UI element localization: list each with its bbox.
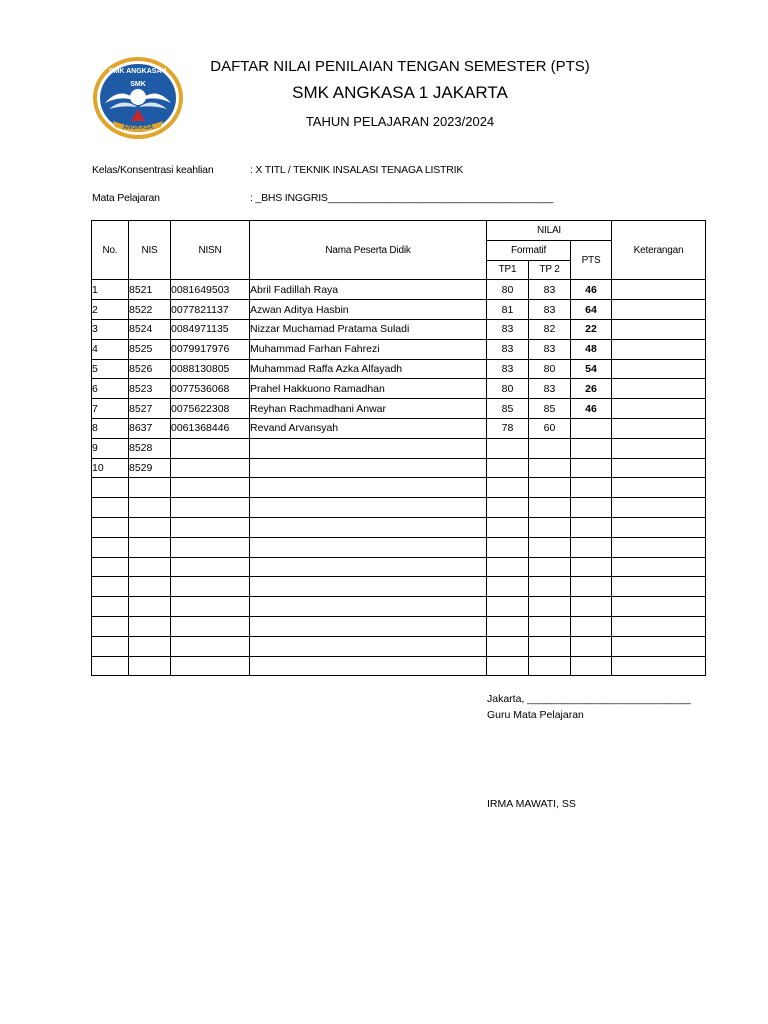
cell-no: 2 bbox=[92, 300, 129, 320]
subject-value: : _BHS INGGRIS________________________________________ bbox=[250, 192, 554, 204]
cell-pts bbox=[571, 616, 612, 636]
class-label: Kelas/Konsentrasi keahlian bbox=[92, 164, 214, 176]
table-row bbox=[92, 616, 706, 636]
cell-keterangan bbox=[612, 636, 706, 656]
cell-tp1: 85 bbox=[487, 399, 529, 419]
cell-pts bbox=[571, 458, 612, 478]
cell-pts: 22 bbox=[571, 319, 612, 339]
table-row bbox=[92, 280, 706, 300]
cell-nisn bbox=[171, 557, 250, 577]
cell-tp1: 83 bbox=[487, 339, 529, 359]
table-row bbox=[92, 359, 706, 379]
cell-nis bbox=[129, 517, 171, 537]
cell-nisn bbox=[171, 656, 250, 676]
cell-tp1: 83 bbox=[487, 359, 529, 379]
cell-keterangan bbox=[612, 379, 706, 399]
header-tp1: TP1 bbox=[487, 260, 529, 280]
cell-tp2: 83 bbox=[529, 280, 571, 300]
header-keterangan: Keterangan bbox=[612, 221, 706, 280]
cell-student-name bbox=[250, 517, 487, 537]
cell-no bbox=[92, 517, 129, 537]
cell-keterangan bbox=[612, 517, 706, 537]
cell-no bbox=[92, 616, 129, 636]
cell-no: 3 bbox=[92, 319, 129, 339]
table-row bbox=[92, 557, 706, 577]
cell-pts: 46 bbox=[571, 399, 612, 419]
cell-no: 6 bbox=[92, 379, 129, 399]
cell-nisn bbox=[171, 517, 250, 537]
cell-keterangan bbox=[612, 656, 706, 676]
cell-pts bbox=[571, 498, 612, 518]
cell-tp1 bbox=[487, 557, 529, 577]
cell-student-name bbox=[250, 616, 487, 636]
cell-pts bbox=[571, 656, 612, 676]
cell-keterangan bbox=[612, 557, 706, 577]
cell-nis bbox=[129, 498, 171, 518]
document-title: DAFTAR NILAI PENILAIAN TENGAN SEMESTER (PTS) bbox=[210, 58, 590, 75]
cell-keterangan bbox=[612, 399, 706, 419]
cell-keterangan bbox=[612, 478, 706, 498]
subject-label: Mata Pelajaran bbox=[92, 192, 160, 204]
cell-nis bbox=[129, 478, 171, 498]
cell-student-name: Muhammad Raffa Azka Alfayadh bbox=[250, 359, 487, 379]
cell-tp1 bbox=[487, 636, 529, 656]
cell-tp2: 83 bbox=[529, 339, 571, 359]
table-row bbox=[92, 537, 706, 557]
cell-student-name: Reyhan Rachmadhani Anwar bbox=[250, 399, 487, 419]
table-row bbox=[92, 319, 706, 339]
cell-pts bbox=[571, 597, 612, 617]
cell-no: 5 bbox=[92, 359, 129, 379]
grades-table bbox=[91, 220, 706, 676]
cell-tp1 bbox=[487, 478, 529, 498]
cell-tp2 bbox=[529, 616, 571, 636]
cell-tp2 bbox=[529, 498, 571, 518]
cell-no bbox=[92, 636, 129, 656]
cell-tp2: 83 bbox=[529, 379, 571, 399]
cell-tp2 bbox=[529, 577, 571, 597]
header-nis: NIS bbox=[129, 221, 171, 280]
signature-name: IRMA MAWATI, SS bbox=[487, 798, 576, 810]
academic-year: TAHUN PELAJARAN 2023/2024 bbox=[305, 114, 495, 129]
cell-nis: 8521 bbox=[129, 280, 171, 300]
table-row bbox=[92, 418, 706, 438]
cell-no bbox=[92, 498, 129, 518]
cell-tp2: 85 bbox=[529, 399, 571, 419]
cell-tp1 bbox=[487, 616, 529, 636]
header-pts: PTS bbox=[571, 240, 612, 280]
table-row bbox=[92, 379, 706, 399]
cell-nisn: 0088130805 bbox=[171, 359, 250, 379]
cell-tp2 bbox=[529, 557, 571, 577]
cell-student-name: Prahel Hakkuono Ramadhan bbox=[250, 379, 487, 399]
cell-tp2 bbox=[529, 656, 571, 676]
table-row bbox=[92, 636, 706, 656]
cell-nis: 8522 bbox=[129, 300, 171, 320]
cell-nis: 8525 bbox=[129, 339, 171, 359]
cell-keterangan bbox=[612, 597, 706, 617]
cell-pts bbox=[571, 438, 612, 458]
cell-student-name bbox=[250, 458, 487, 478]
cell-no: 7 bbox=[92, 399, 129, 419]
cell-tp2 bbox=[529, 597, 571, 617]
cell-tp2 bbox=[529, 537, 571, 557]
cell-keterangan bbox=[612, 458, 706, 478]
cell-tp1 bbox=[487, 577, 529, 597]
cell-student-name: Muhammad Farhan Fahrezi bbox=[250, 339, 487, 359]
signature-place-date: Jakarta, ____________________________ bbox=[487, 693, 691, 705]
cell-keterangan bbox=[612, 577, 706, 597]
cell-nis bbox=[129, 557, 171, 577]
logo-center-text: SMK bbox=[130, 81, 146, 88]
cell-tp2: 60 bbox=[529, 418, 571, 438]
cell-nis: 8524 bbox=[129, 319, 171, 339]
cell-student-name bbox=[250, 438, 487, 458]
cell-nisn bbox=[171, 438, 250, 458]
cell-nis bbox=[129, 616, 171, 636]
cell-nisn: 0084971135 bbox=[171, 319, 250, 339]
cell-tp2: 82 bbox=[529, 319, 571, 339]
cell-keterangan bbox=[612, 616, 706, 636]
cell-tp1 bbox=[487, 517, 529, 537]
cell-nisn bbox=[171, 577, 250, 597]
cell-student-name bbox=[250, 636, 487, 656]
cell-nisn bbox=[171, 478, 250, 498]
table-row bbox=[92, 597, 706, 617]
header-tp2: TP 2 bbox=[529, 260, 571, 280]
cell-keterangan bbox=[612, 280, 706, 300]
cell-student-name bbox=[250, 537, 487, 557]
cell-pts bbox=[571, 636, 612, 656]
cell-tp1 bbox=[487, 597, 529, 617]
cell-no bbox=[92, 656, 129, 676]
cell-student-name bbox=[250, 557, 487, 577]
cell-no bbox=[92, 597, 129, 617]
cell-nisn bbox=[171, 636, 250, 656]
cell-no: 8 bbox=[92, 418, 129, 438]
table-row bbox=[92, 399, 706, 419]
cell-pts: 26 bbox=[571, 379, 612, 399]
cell-nis: 8637 bbox=[129, 418, 171, 438]
cell-keterangan bbox=[612, 359, 706, 379]
cell-nisn: 0075622308 bbox=[171, 399, 250, 419]
cell-pts bbox=[571, 577, 612, 597]
cell-nisn bbox=[171, 597, 250, 617]
cell-tp1 bbox=[487, 438, 529, 458]
header-nilai: NILAI bbox=[487, 221, 612, 241]
table-row bbox=[92, 517, 706, 537]
cell-student-name: Azwan Aditya Hasbin bbox=[250, 300, 487, 320]
cell-keterangan bbox=[612, 498, 706, 518]
cell-pts: 54 bbox=[571, 359, 612, 379]
cell-nis: 8523 bbox=[129, 379, 171, 399]
cell-student-name: Revand Arvansyah bbox=[250, 418, 487, 438]
table-row bbox=[92, 300, 706, 320]
cell-tp1: 80 bbox=[487, 379, 529, 399]
header-name: Nama Peserta Didik bbox=[250, 221, 487, 280]
cell-tp1 bbox=[487, 656, 529, 676]
cell-nis bbox=[129, 597, 171, 617]
cell-nis: 8527 bbox=[129, 399, 171, 419]
cell-student-name: Nizzar Muchamad Pratama Suladi bbox=[250, 319, 487, 339]
table-row bbox=[92, 438, 706, 458]
cell-student-name bbox=[250, 656, 487, 676]
cell-student-name bbox=[250, 478, 487, 498]
cell-student-name bbox=[250, 597, 487, 617]
cell-no bbox=[92, 577, 129, 597]
table-row bbox=[92, 478, 706, 498]
cell-nisn: 0081649503 bbox=[171, 280, 250, 300]
cell-tp2: 80 bbox=[529, 359, 571, 379]
cell-tp2 bbox=[529, 478, 571, 498]
cell-no: 9 bbox=[92, 438, 129, 458]
cell-nisn: 0079917976 bbox=[171, 339, 250, 359]
cell-nisn: 0077821137 bbox=[171, 300, 250, 320]
school-name: SMK ANGKASA 1 JAKARTA bbox=[292, 83, 508, 102]
cell-tp1 bbox=[487, 458, 529, 478]
header-formatif: Formatif bbox=[487, 240, 571, 260]
cell-tp1: 78 bbox=[487, 418, 529, 438]
cell-pts: 64 bbox=[571, 300, 612, 320]
cell-tp1 bbox=[487, 537, 529, 557]
header-no: No. bbox=[92, 221, 129, 280]
cell-no bbox=[92, 537, 129, 557]
table-row bbox=[92, 498, 706, 518]
cell-nisn bbox=[171, 458, 250, 478]
cell-keterangan bbox=[612, 300, 706, 320]
cell-nis: 8529 bbox=[129, 458, 171, 478]
cell-no bbox=[92, 478, 129, 498]
cell-nis bbox=[129, 636, 171, 656]
cell-pts bbox=[571, 478, 612, 498]
cell-tp1: 80 bbox=[487, 280, 529, 300]
cell-pts: 48 bbox=[571, 339, 612, 359]
cell-tp2 bbox=[529, 636, 571, 656]
cell-nisn bbox=[171, 498, 250, 518]
table-row bbox=[92, 458, 706, 478]
cell-keterangan bbox=[612, 339, 706, 359]
cell-tp2 bbox=[529, 517, 571, 537]
cell-student-name bbox=[250, 498, 487, 518]
cell-no: 10 bbox=[92, 458, 129, 478]
cell-keterangan bbox=[612, 537, 706, 557]
cell-nis bbox=[129, 656, 171, 676]
cell-pts: 46 bbox=[571, 280, 612, 300]
cell-nisn bbox=[171, 537, 250, 557]
school-logo bbox=[91, 55, 185, 141]
cell-pts bbox=[571, 517, 612, 537]
cell-no: 1 bbox=[92, 280, 129, 300]
class-value: : X TITL / TEKNIK INSALASI TENAGA LISTRIK bbox=[250, 164, 464, 176]
cell-tp1: 81 bbox=[487, 300, 529, 320]
header-nisn: NISN bbox=[171, 221, 250, 280]
cell-student-name: Abril Fadillah Raya bbox=[250, 280, 487, 300]
signature-role: Guru Mata Pelajaran bbox=[487, 709, 584, 721]
cell-nis: 8526 bbox=[129, 359, 171, 379]
cell-pts bbox=[571, 418, 612, 438]
table-row bbox=[92, 577, 706, 597]
cell-student-name bbox=[250, 577, 487, 597]
cell-tp2 bbox=[529, 438, 571, 458]
cell-tp2 bbox=[529, 458, 571, 478]
cell-no: 4 bbox=[92, 339, 129, 359]
cell-keterangan bbox=[612, 319, 706, 339]
cell-tp2: 83 bbox=[529, 300, 571, 320]
cell-nis bbox=[129, 537, 171, 557]
cell-keterangan bbox=[612, 418, 706, 438]
cell-nisn bbox=[171, 616, 250, 636]
logo-top-text: SMK ANGKASA 1 bbox=[108, 68, 168, 75]
cell-keterangan bbox=[612, 438, 706, 458]
cell-pts bbox=[571, 537, 612, 557]
logo-ribbon-text: ANGKASA bbox=[122, 125, 154, 131]
cell-no bbox=[92, 557, 129, 577]
cell-pts bbox=[571, 557, 612, 577]
table-row bbox=[92, 339, 706, 359]
cell-nis bbox=[129, 577, 171, 597]
cell-nisn: 0077536068 bbox=[171, 379, 250, 399]
cell-nis: 8528 bbox=[129, 438, 171, 458]
table-row bbox=[92, 656, 706, 676]
cell-tp1 bbox=[487, 498, 529, 518]
cell-tp1: 83 bbox=[487, 319, 529, 339]
cell-nisn: 0061368446 bbox=[171, 418, 250, 438]
